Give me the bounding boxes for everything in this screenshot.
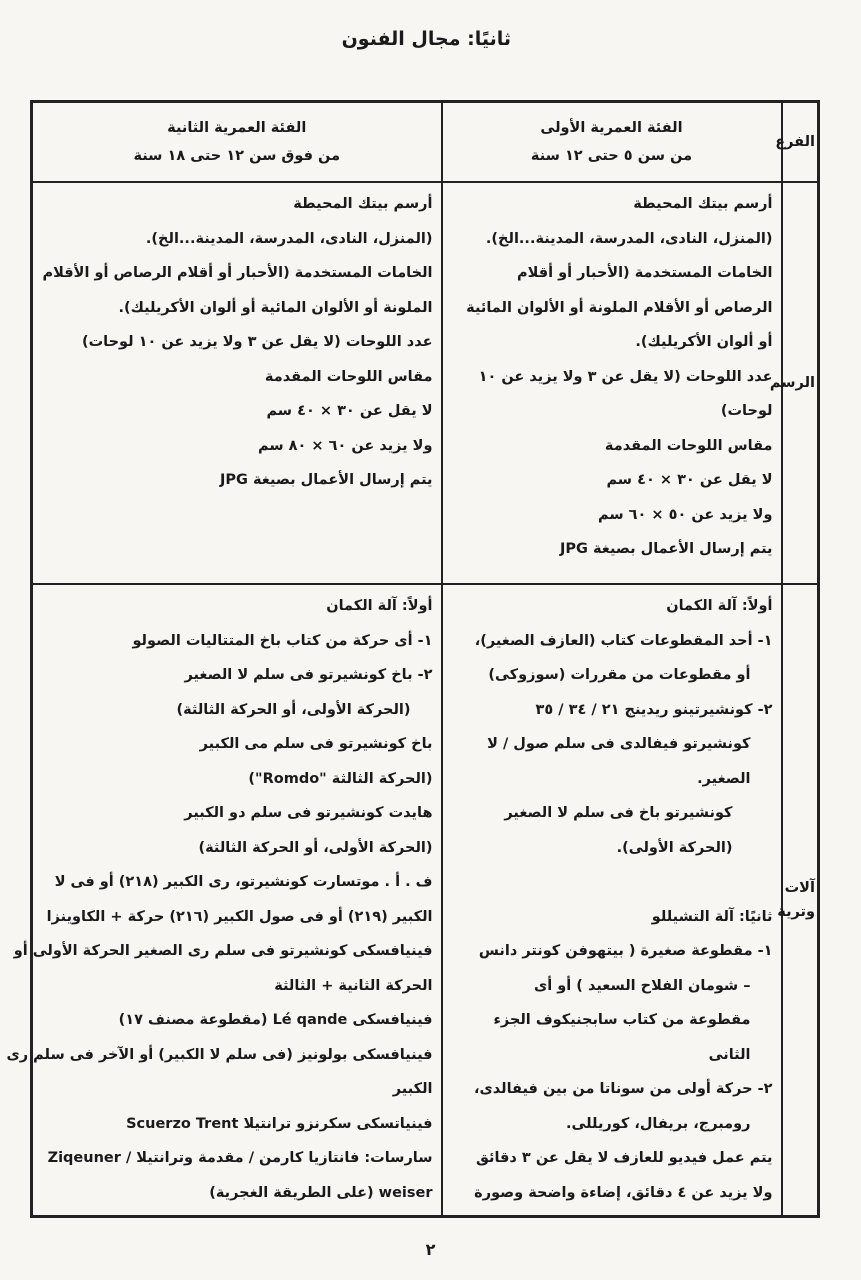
drawing-age1-line: أو ألوان الأكريليك). (635, 334, 773, 350)
strings-age2-line: (الحركة الثالثة "Romdo") (248, 770, 433, 787)
header-age1-range: من سن ٥ حتى ١٢ سنة (530, 148, 693, 164)
strings-age1-line: الصغير. (697, 770, 751, 787)
drawing-age1-line: الرصاص أو الأقلام الملونة أو الألوان المائية (466, 299, 773, 316)
header-branch: الفرع (782, 102, 819, 183)
strings-age1-line: ١- مقطوعة صغيرة ( بيتهوفن كونتر دانس (478, 943, 773, 959)
strings-age2-line: فينيافسكى بولونيز (فى سلم لا الكبير) أو الآخر فى سلم رى (6, 1046, 433, 1063)
strings-age2-line: (الحركة الأولى، أو الحركة الثالثة) (176, 701, 411, 718)
strings-age2-line: الحركة الثانية + الثالثة (274, 977, 433, 994)
drawing-age1-line: الخامات المستخدمة (الأحبار أو أقلام (516, 265, 773, 281)
header-age2-title: الفئة العمرية الثانية (167, 120, 307, 136)
drawing-age1-line: ولا يزيد عن ٥٠ × ٦٠ سم (597, 506, 773, 523)
strings-age1-line: ولا يزيد عن ٤ دقائق، إضاءة واضحة وصورة (474, 1184, 773, 1201)
branch-strings (777, 584, 819, 1217)
strings-age2-line: فينيافسكى Lé qande (مقطوعة مصنف ١٧) (118, 1012, 433, 1028)
drawing-age2-line: الملونة أو الألوان المائية أو ألوان الأكريليك). (118, 299, 433, 316)
strings-age1-line: الثانى (708, 1046, 751, 1063)
drawing-age2-line: يتم إرسال الأعمال بصيغة JPG (219, 472, 433, 488)
strings-age2-line: سارسات: فانتازيا كارمن / مقدمة وترانتيلا / Ziqeuner (47, 1150, 433, 1166)
strings-age1-line: مقطوعة من كتاب سابجنيكوف الجزء (493, 1012, 751, 1028)
header-age1-title: الفئة العمرية الأولى (540, 120, 683, 136)
strings-age1-line: (الحركة الأولى). (616, 839, 733, 856)
strings-age2-line: الكبير (392, 1081, 433, 1097)
header-age-group-1 (442, 102, 782, 183)
page-heading: ثانيًا: مجال الفنون (341, 28, 511, 50)
drawing-age1-line: يتم إرسال الأعمال بصيغة JPG (559, 541, 773, 557)
drawing-row (32, 182, 819, 584)
drawing-age1-line: (المنزل، النادى، المدرسة، المدينة...الخ). (485, 230, 773, 247)
strings-age1-line: كونشيرتو فيفالدى فى سلم صول / لا (487, 736, 751, 752)
drawing-age1-line: مقاس اللوحات المقدمة (604, 437, 773, 454)
strings-age1-line: أو مقطوعات من مقررات (سوزوكى) (488, 667, 751, 683)
drawing-age2-line: عدد اللوحات (لا يقل عن ٣ ولا يزيد عن ١٠ لوحات) (81, 334, 433, 350)
page-number: ٢ (425, 1240, 436, 1259)
strings-age2-line: weiser (على الطريقة الغجرية) (209, 1184, 433, 1201)
strings-age2-line: هايدت كونشيرتو فى سلم دو الكبير (184, 805, 433, 821)
strings-age1-spacer (451, 865, 773, 900)
strings-age1-cell (442, 584, 782, 1217)
table-header-row (32, 102, 819, 183)
strings-age1-line: – شومان الفلاح السعيد ) أو أى (533, 977, 751, 994)
drawing-age1-cell (442, 182, 782, 584)
drawing-age2-line: (المنزل، النادى، المدرسة، المدينة...الخ). (145, 230, 433, 247)
branch-strings-line: آلات (784, 880, 815, 896)
header-age2-range: من فوق سن ١٢ حتى ١٨ سنة (133, 148, 341, 164)
strings-age2-line: ٢- باخ كونشيرتو فى سلم لا الصغير (184, 667, 433, 683)
strings-age2-line: (الحركة الأولى، أو الحركة الثالثة) (198, 839, 433, 856)
drawing-age2-line: مقاس اللوحات المقدمة (264, 368, 433, 385)
drawing-age1-line: أرسم بيتك المحيطة (633, 196, 773, 212)
strings-age2-line: أولاً: آلة الكمان (326, 598, 433, 614)
strings-age1-line: رومبرج، بريفال، كوريللى. (565, 1115, 751, 1132)
drawing-age2-line: الخامات المستخدمة (الأحبار أو أقلام الرصاص أو الأقلام (42, 265, 433, 281)
strings-age2-cell (6, 584, 442, 1217)
strings-age2-line: الكبير (٢١٩) أو فى صول الكبير (٢١٦) حركة + الكاوينزا (46, 908, 433, 925)
strings-age1-line: ٢- حركة أولى من سوناتا من بين فيفالدى، (473, 1081, 773, 1097)
strings-age2-line: ١- أى حركة من كتاب باخ المتتاليات الصولو (132, 632, 433, 649)
strings-age2-line: باخ كونشيرتو فى سلم مى الكبير (199, 736, 433, 752)
strings-age2-line: ف . أ . موتسارت كونشيرتو، رى الكبير (٢١٨) أو فى لا (54, 874, 433, 890)
strings-age1-line: ثانيًا: آلة التشيللو (651, 908, 773, 925)
drawing-age2-line: لا يقل عن ٣٠ × ٤٠ سم (266, 403, 433, 419)
strings-age2-line: فينيافسكى كونشيرتو فى سلم رى الصغير الحركة الأولى أو (13, 943, 433, 959)
strings-age1-line: كونشيرتو باخ فى سلم لا الصغير (504, 805, 733, 821)
strings-age1-line: ١- أحد المقطوعات كتاب (العازف الصغير)، (474, 632, 773, 649)
drawing-age1-line: عدد اللوحات (لا يقل عن ٣ ولا يزيد عن ١٠ (478, 368, 773, 385)
drawing-age1-line: لا يقل عن ٣٠ × ٤٠ سم (606, 472, 773, 488)
competition-table (6, 100, 820, 1218)
drawing-age2-line: أرسم بيتك المحيطة (293, 196, 433, 212)
drawing-age2-cell (32, 182, 442, 584)
drawing-age2-line: ولا يزيد عن ٦٠ × ٨٠ سم (257, 437, 433, 454)
branch-strings-line: وترية (777, 904, 815, 920)
branch-drawing: الرسم (782, 182, 819, 584)
drawing-age1-line: لوحات) (720, 403, 773, 419)
strings-row (32, 584, 819, 1217)
header-age-group-2 (32, 102, 442, 183)
strings-age1-line: أولاً: آلة الكمان (666, 598, 773, 614)
strings-age1-line: ٢- كونشيرتينو ريدينج ٢١ / ٣٤ / ٣٥ (535, 701, 773, 718)
strings-age2-line: فينياتسكى سكرنزو ترانتيلا Scuerzo Trent (126, 1115, 433, 1132)
strings-age1-line: يتم عمل فيديو للعازف لا يقل عن ٣ دقائق (475, 1150, 773, 1166)
